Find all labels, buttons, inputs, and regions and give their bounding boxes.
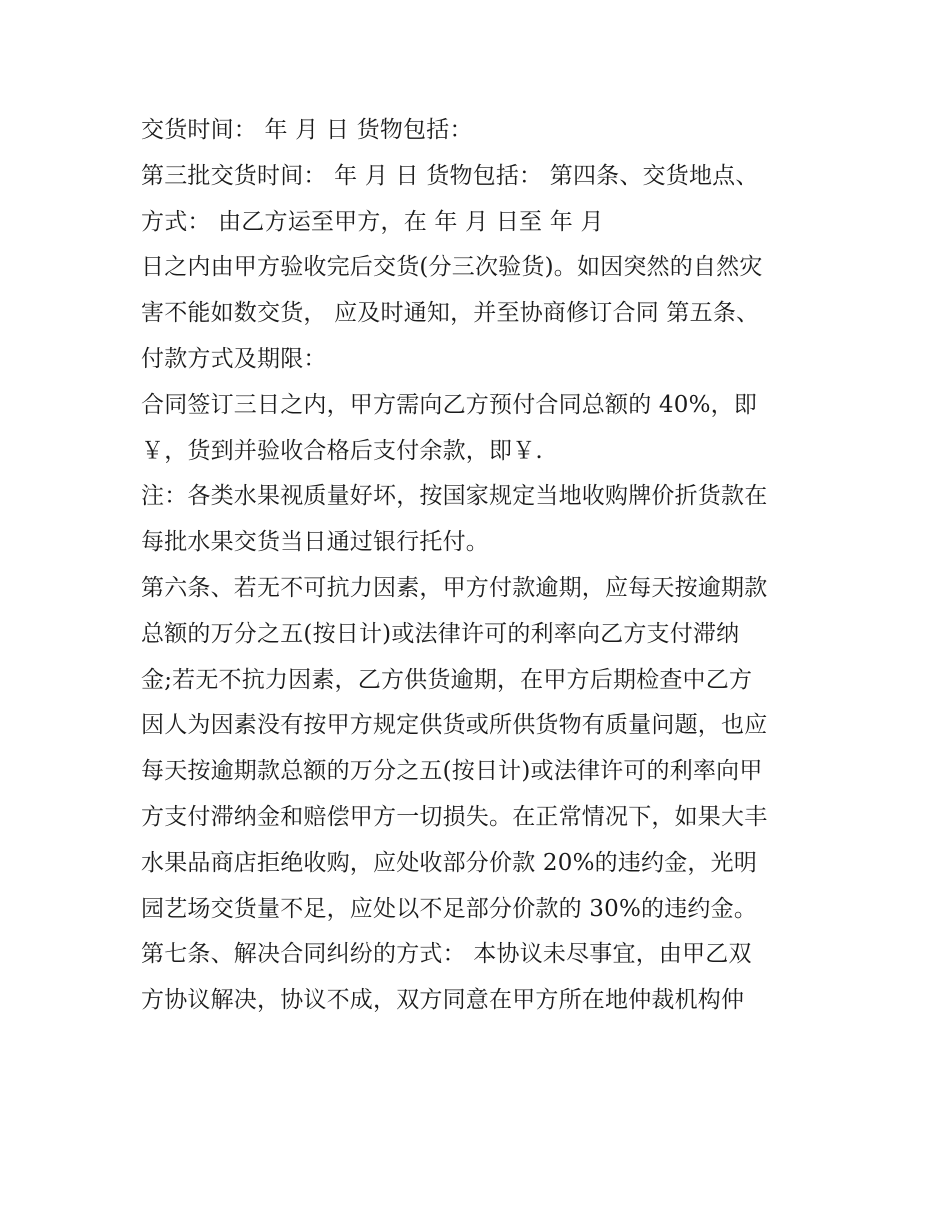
text-line: 每批水果交货当日通过银行托付。 [141,529,489,556]
text-line: 第七条、解决合同纠纷的方式： 本协议未尽事宜，由甲乙双 [141,941,752,968]
text-line: 害不能如数交货， 应及时通知，并至协商修订合同 第五条、 [141,300,760,327]
text-line: 因人为因素没有按甲方规定供货或所供货物有质量问题，也应 [141,712,768,739]
text-line: 每天按逾期款总额的万分之五(按日计)或法律许可的利率向甲 [141,758,763,785]
text-line: 注：各类水果视质量好坏，按国家规定当地收购牌价折货款在 [141,483,768,510]
text-line: 方式： 由乙方运至甲方，在 年 月 日至 年 月 [141,208,604,235]
text-line: 第三批交货时间： 年 月 日 货物包括： 第四条、交货地点、 [141,162,759,189]
text-line: 总额的万分之五(按日计)或法律许可的利率向乙方支付滞纳 [141,620,740,647]
text-line: 合同签订三日之内，甲方需向乙方预付合同总额的 40%，即 [141,391,758,418]
text-line: 付款方式及期限： [141,345,327,372]
text-line: 方协议解决，协议不成，双方同意在甲方所在地仲裁机构仲 [141,987,745,1014]
text-line: 日之内由甲方验收完后交货(分三次验货)。如因突然的自然灾 [141,254,763,281]
text-line: 交货时间： 年 月 日 货物包括： [141,117,473,143]
text-line: 金;若无不抗力因素，乙方供货逾期，在甲方后期检查中乙方 [141,666,753,693]
text-line: 水果品商店拒绝收购，应处收部分价款 20%的违约金，光明 [141,849,758,876]
document-body [141,108,821,1024]
text-line: 园艺场交货量不足，应处以不足部分价款的 30%的违约金。 [141,895,758,922]
text-line: 方支付滞纳金和赔偿甲方一切损失。在正常情况下，如果大丰 [141,803,768,830]
text-line: 第六条、若无不可抗力因素，甲方付款逾期，应每天按逾期款 [141,574,768,601]
text-line: ￥，货到并验收合格后支付余款，即￥. [141,437,543,464]
